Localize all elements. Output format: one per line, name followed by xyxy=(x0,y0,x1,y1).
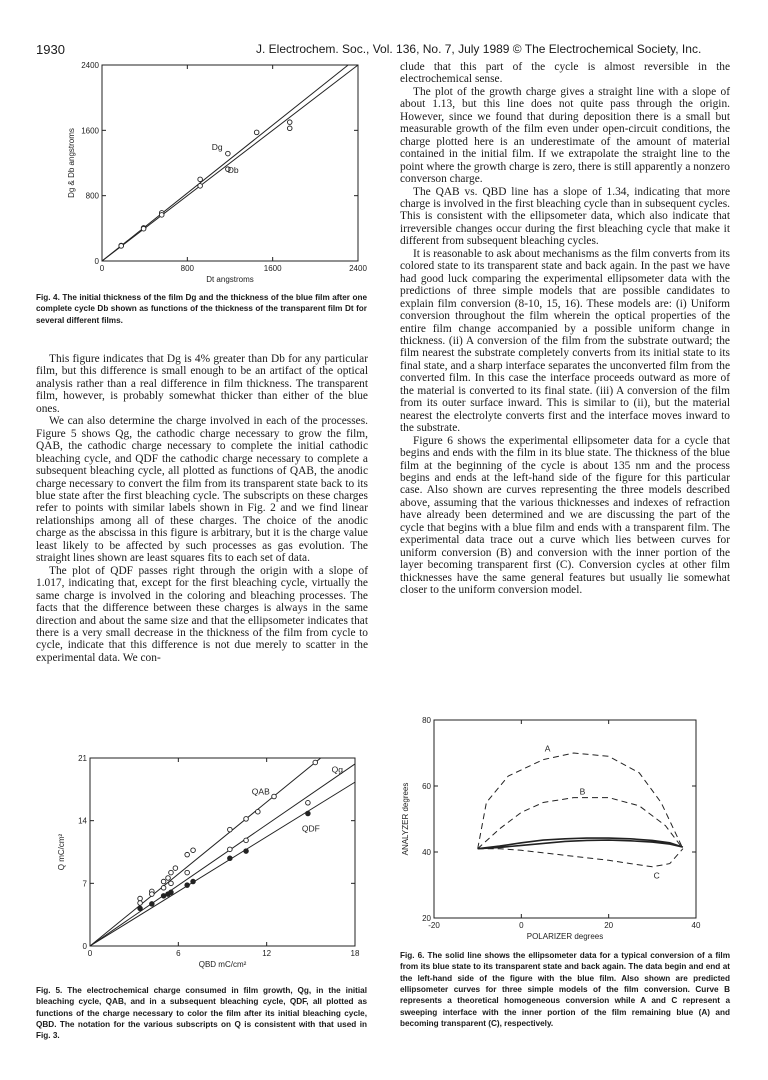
paragraph: We can also determine the charge involved in each of the processes. Figure 5 shows Qg, the cathodic charge necessary to grow the film, QAB, the cathodic charge necessary to complete the initial cathodic bleaching cycle, and QDF the cathodic charge necessary to complete a subsequent bleaching cycle, all plotted as functions of QAB, the anodic charge necessary to convert the film from its transparent state back to its blue state after the first bleaching cycle. The subscripts on these charges refer to points with similar labels shown in Fig. 2 and we find linear relationships among all of these charges. The choice of the anodic charge as the abscissa in this figure is arbitrary, but it is the charge value least likely to be affected by such processes as gas evolution. The straight lines shown are least squares fits to each set of data. xyxy=(36,415,368,565)
data-point-db xyxy=(198,184,203,189)
annotation-label: QDF xyxy=(301,823,320,834)
data-point-qdf xyxy=(185,883,190,888)
data-point-qdf xyxy=(169,890,174,895)
left-column-text xyxy=(36,353,368,664)
fit-line-db xyxy=(102,65,358,261)
x-axis-label: QBD mC/cm² xyxy=(198,960,247,969)
y-tick-label: 0 xyxy=(94,257,99,266)
x-tick-label: 18 xyxy=(350,949,360,958)
y-tick-label: 14 xyxy=(78,816,87,826)
y-axis-label: Dg & Db angstroms xyxy=(67,128,76,198)
annotation-label: Qg xyxy=(331,764,344,775)
data-point-qg xyxy=(228,827,233,832)
data-point-qdf xyxy=(150,902,155,907)
fit-line-qg xyxy=(90,758,321,946)
paragraph: The QAB vs. QBD line has a slope of 1.34, indicating that more charge is involved in the first bleaching cycle than in subsequent cycles. This is consistent with the ellipsometer data, which also indicate that irreversible changes occur during the first bleaching cycle that make it different from subsequent bleaching cycles. xyxy=(400,185,730,248)
data-point-db xyxy=(141,226,146,231)
annotation-label: B xyxy=(579,786,586,797)
right-column-text xyxy=(400,61,730,596)
data-point-qab xyxy=(244,838,249,843)
data-point-qdf xyxy=(306,811,311,816)
x-tick-label: -20 xyxy=(428,921,440,930)
y-tick-label: 1600 xyxy=(81,126,99,136)
paragraph: This figure indicates that Dg is 4% greater than Db for any particular film, but this difference is small enough to be an artifact of the optical analysis rather than a real difference in film thickness. The transparent film, however, is probably somewhat thicker than either of the blue ones. xyxy=(36,353,368,415)
y-tick-label: 20 xyxy=(422,914,431,923)
page-number: 1930 xyxy=(36,42,65,57)
x-tick-label: 0 xyxy=(87,949,93,958)
annotation-label: QAB xyxy=(251,786,270,797)
x-tick-label: 0 xyxy=(99,264,105,273)
y-axis-label: Q mC/cm² xyxy=(57,833,66,871)
running-head: J. Electrochem. Soc., Vol. 136, No. 7, July 1989 © The Electrochemical Society, Inc. xyxy=(256,42,702,56)
figure-6-caption: Fig. 6. The solid line shows the ellipsometer data for a typical conversion of a film from its blue state to its transparent state and back again. The data begin and end at the left-hand side of the figure with the blue film. Also shown are predicted ellipsometer curves for three simple models of the film conversion. Curve B represents a theoretical homogeneous conversion while A and C represent a sweeping interface with the inner portion of the film remaining blue (A) and becoming transparent (C), respectively. xyxy=(400,951,730,1028)
series-line-a xyxy=(478,753,683,849)
data-point-qdf xyxy=(228,856,233,861)
x-tick-label: 1600 xyxy=(263,264,282,273)
data-point-dg xyxy=(226,151,231,156)
data-point-qg xyxy=(185,852,190,857)
data-point-qg xyxy=(161,879,166,884)
annotation-label: Db xyxy=(227,164,239,175)
data-point-qdf xyxy=(138,906,143,911)
x-axis-label: POLARIZER degrees xyxy=(526,932,604,941)
data-point-db xyxy=(159,213,164,218)
plot-frame xyxy=(90,758,355,946)
x-tick-label: 0 xyxy=(519,921,524,930)
data-point-qab xyxy=(161,886,166,891)
figure-6-chart xyxy=(390,712,730,944)
x-tick-label: 40 xyxy=(691,921,701,930)
paragraph: clude that this part of the cycle is almost reversible in the electrochemical sense. xyxy=(400,61,730,86)
y-tick-label: 7 xyxy=(82,879,87,889)
data-point-qg xyxy=(272,794,277,799)
x-tick-label: 12 xyxy=(262,949,272,958)
series-line-c xyxy=(478,849,683,867)
data-point-qg xyxy=(256,809,261,814)
data-point-qg xyxy=(173,866,178,871)
data-point-qab xyxy=(169,881,174,886)
annotation-label: A xyxy=(544,743,551,754)
data-point-db xyxy=(287,126,292,131)
y-tick-label: 2400 xyxy=(81,61,99,70)
paragraph: The plot of QDF passes right through the origin with a slope of 1.017, indicating that, except for the first bleaching cycle, virtually the same charge is involved in the coloring and bleaching processes. The facts that the difference between these charges is always in the same direction and about the same size and that the ellipsometer indicates that there is a very small decrease in the thickness of the film from cycle to cycle, indicate that this difference is not due merely to scatter in the experimental data. We con- xyxy=(36,564,368,664)
y-axis-label: ANALYZER degrees xyxy=(401,782,410,856)
data-point-qdf xyxy=(191,879,196,884)
data-point-dg xyxy=(254,130,259,135)
figure-4-chart xyxy=(40,55,370,290)
fit-line-qab xyxy=(90,764,355,946)
y-tick-label: 21 xyxy=(78,754,87,763)
data-point-qab xyxy=(138,901,143,906)
fit-line-qdf xyxy=(90,782,355,946)
data-point-qdf xyxy=(161,894,166,899)
x-tick-label: 2400 xyxy=(349,264,367,273)
paragraph: It is reasonable to ask about mechanisms as the film converts from its colored state to its transparent state and back again. In the past we have had good luck comparing the experimental ellipsometer data with the predictions of three simple models that are possible candidates to explain film conversion (8-10, 15, 16). These models are: (i) Uniform conversion throughout the film wherein the optical properties of the entire film change accompanied by a possible uniform change in thickness. (ii) A conversion of the film from the substrate outward; the film nearest the substrate completely converts from its initial state to its final state, and a sharp interface separates the unconverted film from the converted film. In this case the interface proceeds outward as more of the material is converted to its final state. (iii) A conversion of the film from its outer surface inward. This is similar to (ii), but the material nearest the electrolyte converts first and the interface moves inward to the substrate. xyxy=(400,247,730,435)
data-point-qg xyxy=(166,876,171,881)
data-point-qg xyxy=(191,848,196,853)
data-point-qab xyxy=(306,800,311,805)
x-tick-label: 800 xyxy=(180,264,195,273)
data-point-dg xyxy=(287,120,292,125)
paragraph: The plot of the growth charge gives a straight line with a slope of about 1.13, but this line does not quite pass through the origin. However, since we found that during deposition there is a small but measurable growth of the film even under open-circuit conditions, the charge plotted here is an underestimate of the amount of material contained in the initial film. If we extrapolate the straight line to the point where the growth charge is zero, there is still apparently a nonzero converson charge. xyxy=(400,85,730,186)
y-tick-label: 0 xyxy=(82,942,87,951)
fit-line-dg xyxy=(102,65,348,261)
y-tick-label: 80 xyxy=(422,716,431,725)
paragraph: Figure 6 shows the experimental ellipsometer data for a cycle that begins and ends with the film in its blue state. The thickness of the blue film at the beginning of the cycle is about 135 nm and the process begins and ends at the left-hand side of the figure for this particular case. Also shown are curves representing the three models described above, assuming that the various thicknesses and indexes of refraction have already been determined and we are discussing the part of the cycle that begins with a blue film and ends with a transparent film. The experimental data trace out a curve which lies between curves for uniform conversion (B) and conversion with the inner portion of the layer becoming transparent first (C). Conversion cycles at other film thicknesses have the same general features but usually lie somewhat closer to the uniform conversion model. xyxy=(400,434,730,597)
series-line-experimental xyxy=(478,838,683,849)
data-point-qg xyxy=(244,817,249,822)
y-tick-label: 60 xyxy=(422,782,431,791)
figure-5-caption: Fig. 5. The electrochemical charge consumed in film growth, Qg, in the initial bleaching cycle, QAB, and in a subsequent bleaching cycle, QDF, all plotted as functions of the charge necessary to color the film after its initial bleaching cycle, QBD. The notation for the various subscripts on Q is consistent with that used in Fig. 3. xyxy=(36,986,367,1041)
x-tick-label: 20 xyxy=(604,921,614,930)
x-axis-label: Dt angstroms xyxy=(206,275,254,284)
data-point-qg xyxy=(313,760,318,765)
data-point-qdf xyxy=(244,849,249,854)
figure-4-caption: Fig. 4. The initial thickness of the film Dg and the thickness of the blue film after one complete cycle Db shown as functions of the thickness of the transparent film Dt for several different films. xyxy=(36,293,367,325)
data-point-dg xyxy=(198,177,203,182)
y-tick-label: 800 xyxy=(85,191,99,201)
data-point-qab xyxy=(150,892,155,897)
annotation-label: C xyxy=(653,870,660,881)
x-tick-label: 6 xyxy=(176,949,181,958)
data-point-qg xyxy=(169,870,174,875)
data-point-qg xyxy=(138,896,143,901)
data-point-qab xyxy=(228,847,233,852)
y-tick-label: 40 xyxy=(422,848,431,857)
figure-5-chart xyxy=(40,748,370,980)
data-point-db xyxy=(119,244,124,249)
page-header xyxy=(0,0,768,60)
annotation-label: Dg xyxy=(211,141,223,152)
data-point-qab xyxy=(185,870,190,875)
